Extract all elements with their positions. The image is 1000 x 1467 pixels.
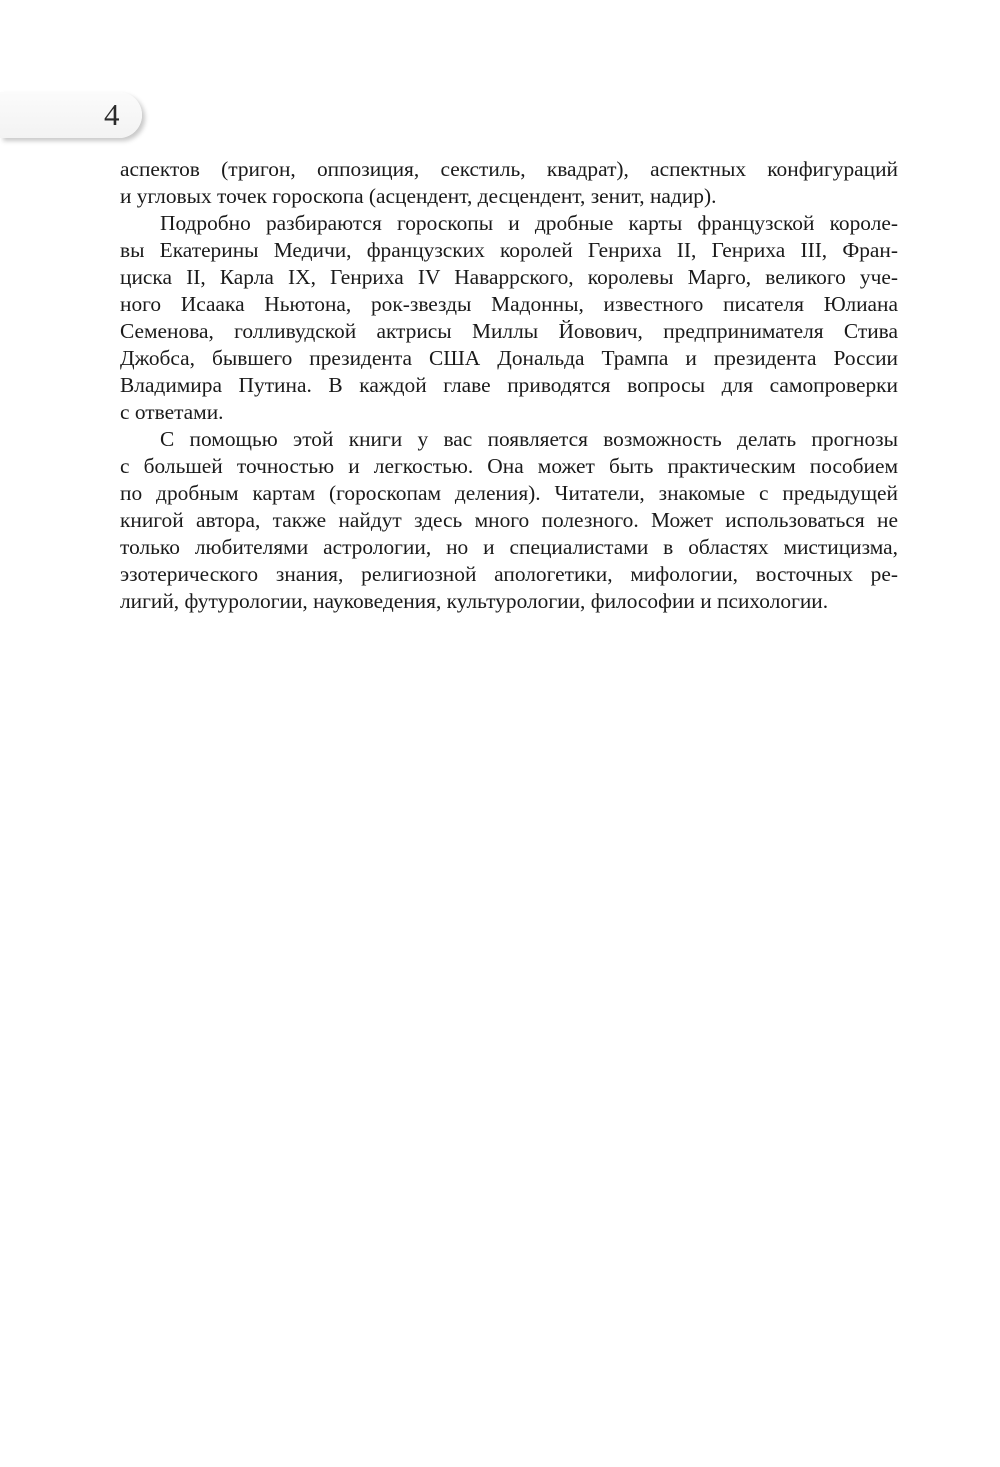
text-line: циска II, Карла IX, Генриха IV Наваррского, королевы Марго, великого уче- <box>120 265 898 289</box>
text-line: Владимира Путина. В каждой главе приводятся вопросы для самопроверки <box>120 373 898 397</box>
text-line: Семенова, голливудской актрисы Миллы Йовович, предпринимателя Стива <box>120 319 898 343</box>
text-line: С помощью этой книги у вас появляется возможность делать прогнозы <box>160 427 898 451</box>
text-line: по дробным картам (гороскопам деления). Читатели, знакомые с предыдущей <box>120 481 898 505</box>
text-line: вы Екатерины Медичи, французских королей Генриха II, Генриха III, Фран- <box>120 238 898 262</box>
text-line: аспектов (тригон, оппозиция, секстиль, квадрат), аспектных конфигураций <box>120 157 898 181</box>
text-line: эзотерического знания, религиозной апологетики, мифологии, восточных ре- <box>120 562 898 586</box>
text-line: Джобса, бывшего президента США Дональда Трампа и президента России <box>120 346 898 370</box>
text-line: с ответами. <box>120 400 224 424</box>
paragraph <box>120 210 898 426</box>
page-number: 4 <box>104 97 120 132</box>
text-line: только любителями астрологии, но и специалистами в областях мистицизма, <box>120 535 898 559</box>
body-text <box>120 156 898 615</box>
paragraph <box>120 426 898 615</box>
text-line: лигий, футурологии, науковедения, культурологии, философии и психологии. <box>120 589 829 613</box>
page-number-tab <box>0 92 142 138</box>
text-line: книгой автора, также найдут здесь много полезного. Может использоваться не <box>120 508 898 532</box>
text-line: и угловых точек гороскопа (асцендент, десцендент, зенит, надир). <box>120 184 717 208</box>
text-line: с большей точностью и легкостью. Она может быть практическим пособием <box>120 454 898 478</box>
text-line: Подробно разбираются гороскопы и дробные карты французской короле- <box>160 211 898 235</box>
paragraph <box>120 156 898 210</box>
text-line: ного Исаака Ньютона, рок-звезды Мадонны, известного писателя Юлиана <box>120 292 898 316</box>
